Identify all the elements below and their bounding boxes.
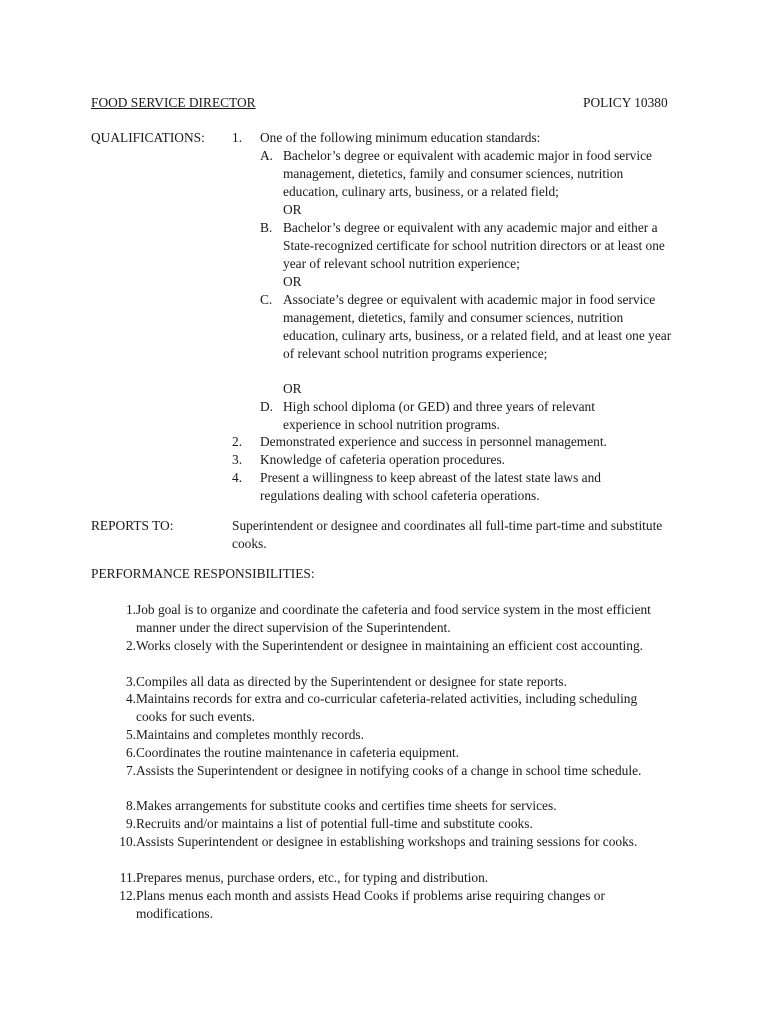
or-separator: OR [283, 274, 302, 289]
qualification-text: One of the following minimum education standards: [260, 130, 541, 145]
subitem-letter: C. [260, 292, 273, 307]
qualification-text: Demonstrated experience and success in personnel management. [260, 434, 607, 449]
qualification-text: Present a willingness to keep abreast of the latest state laws and regulations dealing with school cafeteria operations. [260, 470, 601, 503]
subitem-letter: A. [260, 148, 274, 163]
list-item: Coordinates the routine maintenance in cafeteria equipment. [136, 745, 460, 760]
list-number: 2. [125, 638, 136, 653]
qualification-number: 4. [232, 470, 243, 485]
list-number: 1. [125, 602, 136, 617]
list-item: Maintains records for extra and co-curricular cafeteria-related activities, including scheduling cooks for such events. [136, 691, 638, 724]
qualification-number: 3. [232, 452, 243, 467]
list-number: 12. [119, 888, 136, 903]
list-item: Makes arrangements for substitute cooks and certifies time sheets for services. [136, 798, 557, 813]
qualification-number: 1. [232, 130, 243, 145]
list-number: 3. [125, 674, 136, 689]
list-item: Works closely with the Superintendent or designee in maintaining an efficient cost accounting. [136, 638, 644, 653]
qualification-text: Knowledge of cafeteria operation procedures. [260, 452, 506, 467]
subitem-letter: D. [260, 399, 274, 414]
reports-to-label: REPORTS TO: [91, 518, 174, 533]
list-item: Recruits and/or maintains a list of potential full-time and substitute cooks. [136, 816, 533, 831]
list-item: Prepares menus, purchase orders, etc., for typing and distribution. [136, 870, 489, 885]
reports-to-text: Superintendent or designee and coordinates all full-time part-time and substitute cooks. [232, 518, 663, 551]
list-number: 10. [119, 834, 136, 849]
list-number: 4. [125, 691, 136, 706]
or-separator: OR [283, 202, 302, 217]
qualification-number: 2. [232, 434, 243, 449]
list-number: 5. [125, 727, 136, 742]
performance-heading: PERFORMANCE RESPONSIBILITIES: [91, 566, 315, 581]
list-number: 7. [125, 763, 136, 778]
list-number: 9. [125, 816, 136, 831]
list-item: Maintains and completes monthly records. [136, 727, 364, 742]
list-number: 11. [119, 870, 136, 885]
list-item: Assists the Superintendent or designee in notifying cooks of a change in school time schedule. [136, 763, 642, 778]
subitem-text: Associate’s degree or equivalent with academic major in food service management, dietetics, family and consumer sciences, nutrition education, culinary arts, business, or a related field, and at least one year of relevant school nutrition programs experience; [283, 292, 672, 361]
policy-number: POLICY 10380 [583, 95, 668, 110]
page-title: FOOD SERVICE DIRECTOR [91, 95, 256, 110]
list-item: Compiles all data as directed by the Superintendent or designee for state reports. [136, 674, 567, 689]
list-item: Assists Superintendent or designee in establishing workshops and training sessions for cooks. [136, 834, 638, 849]
qualifications-label: QUALIFICATIONS: [91, 130, 205, 145]
subitem-text: Bachelor’s degree or equivalent with any academic major and either a State-recognized certificate for school nutrition directors or at least one year of relevant school nutrition experience; [283, 220, 665, 271]
list-item: Plans menus each month and assists Head Cooks if problems arise requiring changes or modifications. [136, 888, 605, 921]
subitem-text: Bachelor’s degree or equivalent with academic major in food service management, dietetics, family and consumer sciences, nutrition education, culinary arts, business, or a related field; [283, 148, 652, 199]
list-number: 8. [125, 798, 136, 813]
subitem-text: High school diploma (or GED) and three years of relevant experience in school nutrition programs. [283, 399, 595, 432]
list-item: Job goal is to organize and coordinate the cafeteria and food service system in the most efficient manner under the direct supervision of the Superintendent. [136, 602, 651, 635]
or-separator: OR [283, 381, 302, 396]
subitem-letter: B. [260, 220, 273, 235]
list-number: 6. [125, 745, 136, 760]
